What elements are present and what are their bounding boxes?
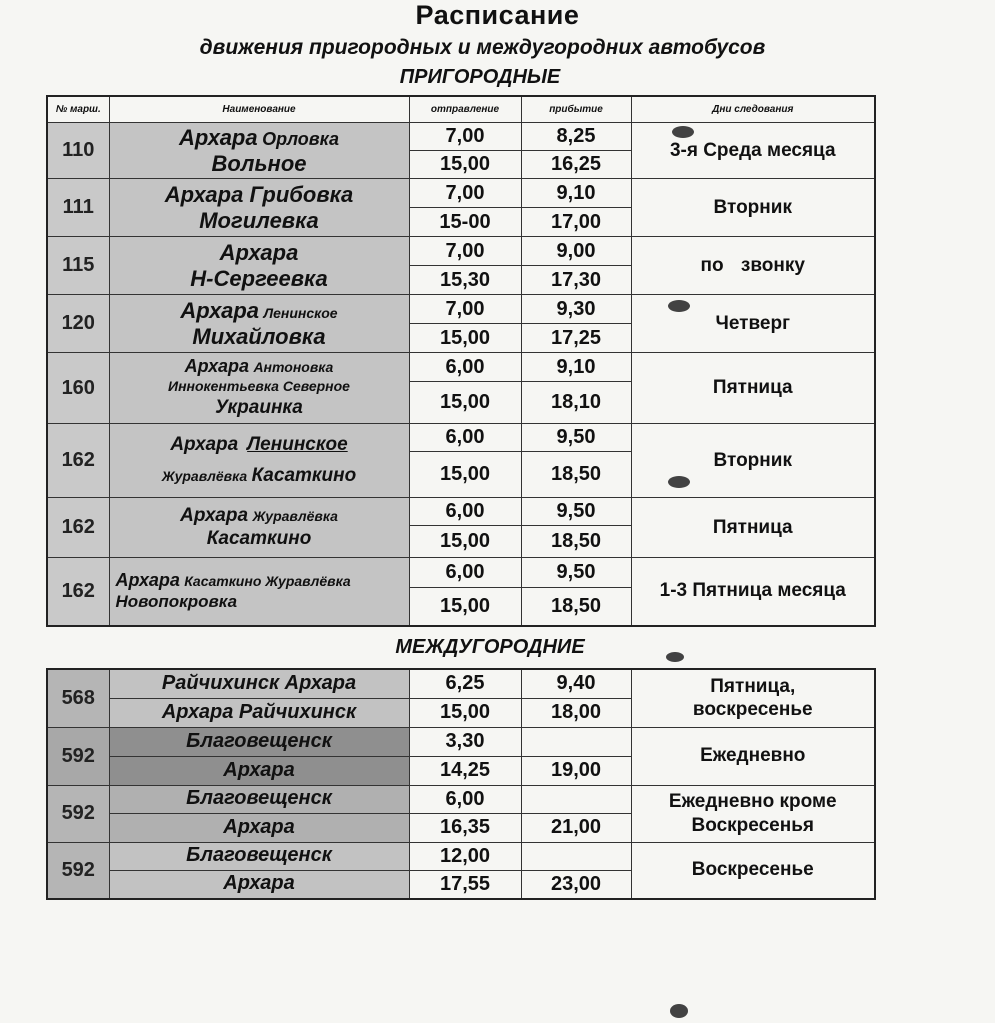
arrival-time: 9,30 bbox=[521, 295, 631, 324]
table-row bbox=[47, 123, 875, 151]
route-stop: Архара bbox=[115, 569, 180, 590]
departure-time: 7,00 bbox=[409, 237, 521, 266]
table-row bbox=[47, 424, 875, 452]
days-of-operation: Вторник bbox=[631, 424, 875, 498]
departure-time: 16,35 bbox=[409, 813, 521, 842]
page-subtitle: движения пригородных и междугородних автобусов bbox=[199, 36, 766, 59]
route-name: Архара bbox=[109, 870, 409, 899]
days-of-operation: Пятница bbox=[631, 353, 875, 424]
days-line: Пятница, bbox=[710, 675, 796, 697]
table-row bbox=[47, 179, 875, 208]
arrival-time: 9,10 bbox=[521, 353, 631, 382]
route-name: Райчихинск Архара bbox=[109, 669, 409, 698]
route-number: 568 bbox=[47, 669, 109, 727]
route-name bbox=[109, 498, 409, 558]
days-line: Воскресенье bbox=[691, 859, 814, 881]
route-stop: Иннокентьевка Северное bbox=[168, 378, 350, 395]
route-stop: Журавлёвка bbox=[252, 508, 338, 525]
days-of-operation: по звонку bbox=[631, 237, 875, 295]
route-number: 162 bbox=[47, 424, 109, 498]
route-name: Архара Райчихинск bbox=[109, 698, 409, 727]
days-of-operation bbox=[631, 669, 875, 727]
departure-time: 7,00 bbox=[409, 295, 521, 324]
col-header-days: Дни следования bbox=[631, 96, 875, 123]
departure-time: 7,00 bbox=[409, 123, 521, 151]
table-row bbox=[47, 842, 875, 870]
page-title: Расписание bbox=[415, 0, 580, 30]
days-line: Ежедневно bbox=[700, 745, 806, 767]
route-stop: Архара Грибовка bbox=[164, 181, 354, 207]
route-stop: Касаткино Журавлёвка bbox=[184, 572, 351, 589]
departure-time: 6,00 bbox=[409, 498, 521, 526]
departure-time: 6,00 bbox=[409, 558, 521, 588]
arrival-time bbox=[521, 785, 631, 813]
arrival-time: 18,50 bbox=[521, 588, 631, 626]
route-stop: Н-Сергеевка bbox=[190, 265, 328, 291]
arrival-time: 9,50 bbox=[521, 558, 631, 588]
intercity-schedule-table bbox=[46, 668, 876, 900]
route-stop: Касаткино bbox=[251, 464, 357, 486]
route-stop: Ленинское bbox=[263, 304, 338, 321]
route-stop: Журавлёвка bbox=[161, 467, 248, 484]
days-of-operation: 3-я Среда месяца bbox=[631, 123, 875, 179]
departure-time: 15-00 bbox=[409, 208, 521, 237]
route-stop: Архара bbox=[219, 239, 299, 265]
ink-smudge bbox=[668, 476, 690, 488]
table-row bbox=[47, 785, 875, 813]
route-name bbox=[109, 179, 409, 237]
days-line: Ежедневно кроме bbox=[668, 790, 837, 812]
departure-time: 15,00 bbox=[409, 526, 521, 558]
departure-time: 6,00 bbox=[409, 353, 521, 382]
route-number: 110 bbox=[47, 123, 109, 179]
table-row bbox=[47, 353, 875, 382]
departure-time: 15,00 bbox=[409, 698, 521, 727]
route-stop: Новопокровка bbox=[115, 591, 238, 611]
arrival-time: 9,00 bbox=[521, 237, 631, 266]
table-header-row bbox=[47, 96, 875, 123]
route-number: 111 bbox=[47, 179, 109, 237]
departure-time: 15,00 bbox=[409, 151, 521, 179]
days-of-operation bbox=[631, 785, 875, 842]
arrival-time: 18,50 bbox=[521, 452, 631, 498]
route-number: 120 bbox=[47, 295, 109, 353]
route-name: Архара bbox=[109, 813, 409, 842]
route-stop: Архара bbox=[178, 124, 258, 150]
arrival-time: 9,50 bbox=[521, 424, 631, 452]
departure-time: 12,00 bbox=[409, 842, 521, 870]
route-name bbox=[109, 424, 409, 498]
arrival-time bbox=[521, 842, 631, 870]
route-number: 592 bbox=[47, 727, 109, 785]
route-number: 592 bbox=[47, 785, 109, 842]
route-stop: Архара bbox=[170, 434, 239, 456]
arrival-time: 21,00 bbox=[521, 813, 631, 842]
route-stop: Ленинское bbox=[247, 434, 348, 456]
route-name bbox=[109, 123, 409, 179]
route-number: 162 bbox=[47, 498, 109, 558]
arrival-time: 18,00 bbox=[521, 698, 631, 727]
table-row bbox=[47, 669, 875, 698]
departure-time: 15,00 bbox=[409, 324, 521, 353]
arrival-time: 9,50 bbox=[521, 498, 631, 526]
arrival-time: 16,25 bbox=[521, 151, 631, 179]
arrival-time bbox=[521, 727, 631, 756]
section-title-intercity: МЕЖДУГОРОДНИЕ bbox=[395, 636, 585, 658]
route-number: 160 bbox=[47, 353, 109, 424]
departure-time: 6,00 bbox=[409, 424, 521, 452]
days-of-operation: Пятница bbox=[631, 498, 875, 558]
departure-time: 15,00 bbox=[409, 382, 521, 424]
route-name: Благовещенск bbox=[109, 785, 409, 813]
route-name: Благовещенск bbox=[109, 727, 409, 756]
departure-time: 7,00 bbox=[409, 179, 521, 208]
days-line: Воскресенья bbox=[691, 814, 814, 836]
route-stop: Орловка bbox=[262, 128, 340, 149]
table-row bbox=[47, 498, 875, 526]
route-name: Архара bbox=[109, 756, 409, 785]
col-header-route-number: № марш. bbox=[47, 96, 109, 123]
arrival-time: 9,40 bbox=[521, 669, 631, 698]
departure-time: 6,25 bbox=[409, 669, 521, 698]
arrival-time: 18,50 bbox=[521, 526, 631, 558]
col-header-arrival: прибытие bbox=[521, 96, 631, 123]
arrival-time: 17,25 bbox=[521, 324, 631, 353]
departure-time: 15,30 bbox=[409, 266, 521, 295]
route-number: 592 bbox=[47, 842, 109, 899]
route-stop: Михайловка bbox=[192, 323, 326, 349]
table-row bbox=[47, 558, 875, 588]
arrival-time: 8,25 bbox=[521, 123, 631, 151]
days-line: воскресенье bbox=[692, 699, 813, 721]
section-title-suburban: ПРИГОРОДНЫЕ bbox=[399, 66, 561, 88]
departure-time: 6,00 bbox=[409, 785, 521, 813]
route-name bbox=[109, 237, 409, 295]
route-name: Благовещенск bbox=[109, 842, 409, 870]
route-stop: Украинка bbox=[215, 397, 303, 419]
arrival-time: 17,00 bbox=[521, 208, 631, 237]
days-of-operation: Вторник bbox=[631, 179, 875, 237]
departure-time: 15,00 bbox=[409, 452, 521, 498]
route-stop: Антоновка bbox=[253, 359, 334, 376]
departure-time: 15,00 bbox=[409, 588, 521, 626]
route-stop: Вольное bbox=[211, 150, 307, 176]
table-row bbox=[47, 237, 875, 266]
col-header-route-name: Наименование bbox=[109, 96, 409, 123]
route-stop: Касаткино bbox=[206, 527, 312, 549]
route-stop: Архара bbox=[184, 356, 249, 377]
ink-smudge bbox=[668, 300, 690, 312]
arrival-time: 9,10 bbox=[521, 179, 631, 208]
days-of-operation: Четверг bbox=[631, 295, 875, 353]
days-of-operation: 1-3 Пятница месяца bbox=[631, 558, 875, 626]
ink-smudge bbox=[670, 1004, 688, 1018]
departure-time: 14,25 bbox=[409, 756, 521, 785]
route-stop: Могилевка bbox=[199, 207, 319, 233]
arrival-time: 23,00 bbox=[521, 870, 631, 899]
col-header-departure: отправление bbox=[409, 96, 521, 123]
arrival-time: 19,00 bbox=[521, 756, 631, 785]
suburban-schedule-table bbox=[46, 95, 876, 627]
route-name bbox=[109, 295, 409, 353]
days-of-operation bbox=[631, 842, 875, 899]
route-stop: Архара bbox=[180, 297, 260, 323]
arrival-time: 18,10 bbox=[521, 382, 631, 424]
departure-time: 3,30 bbox=[409, 727, 521, 756]
route-number: 162 bbox=[47, 558, 109, 626]
route-name bbox=[109, 558, 409, 626]
route-name bbox=[109, 353, 409, 424]
route-number: 115 bbox=[47, 237, 109, 295]
route-stop: Архара bbox=[180, 505, 249, 527]
table-row bbox=[47, 727, 875, 756]
ink-smudge bbox=[666, 652, 684, 662]
ink-smudge bbox=[672, 126, 694, 138]
departure-time: 17,55 bbox=[409, 870, 521, 899]
arrival-time: 17,30 bbox=[521, 266, 631, 295]
days-of-operation bbox=[631, 727, 875, 785]
table-row bbox=[47, 295, 875, 324]
